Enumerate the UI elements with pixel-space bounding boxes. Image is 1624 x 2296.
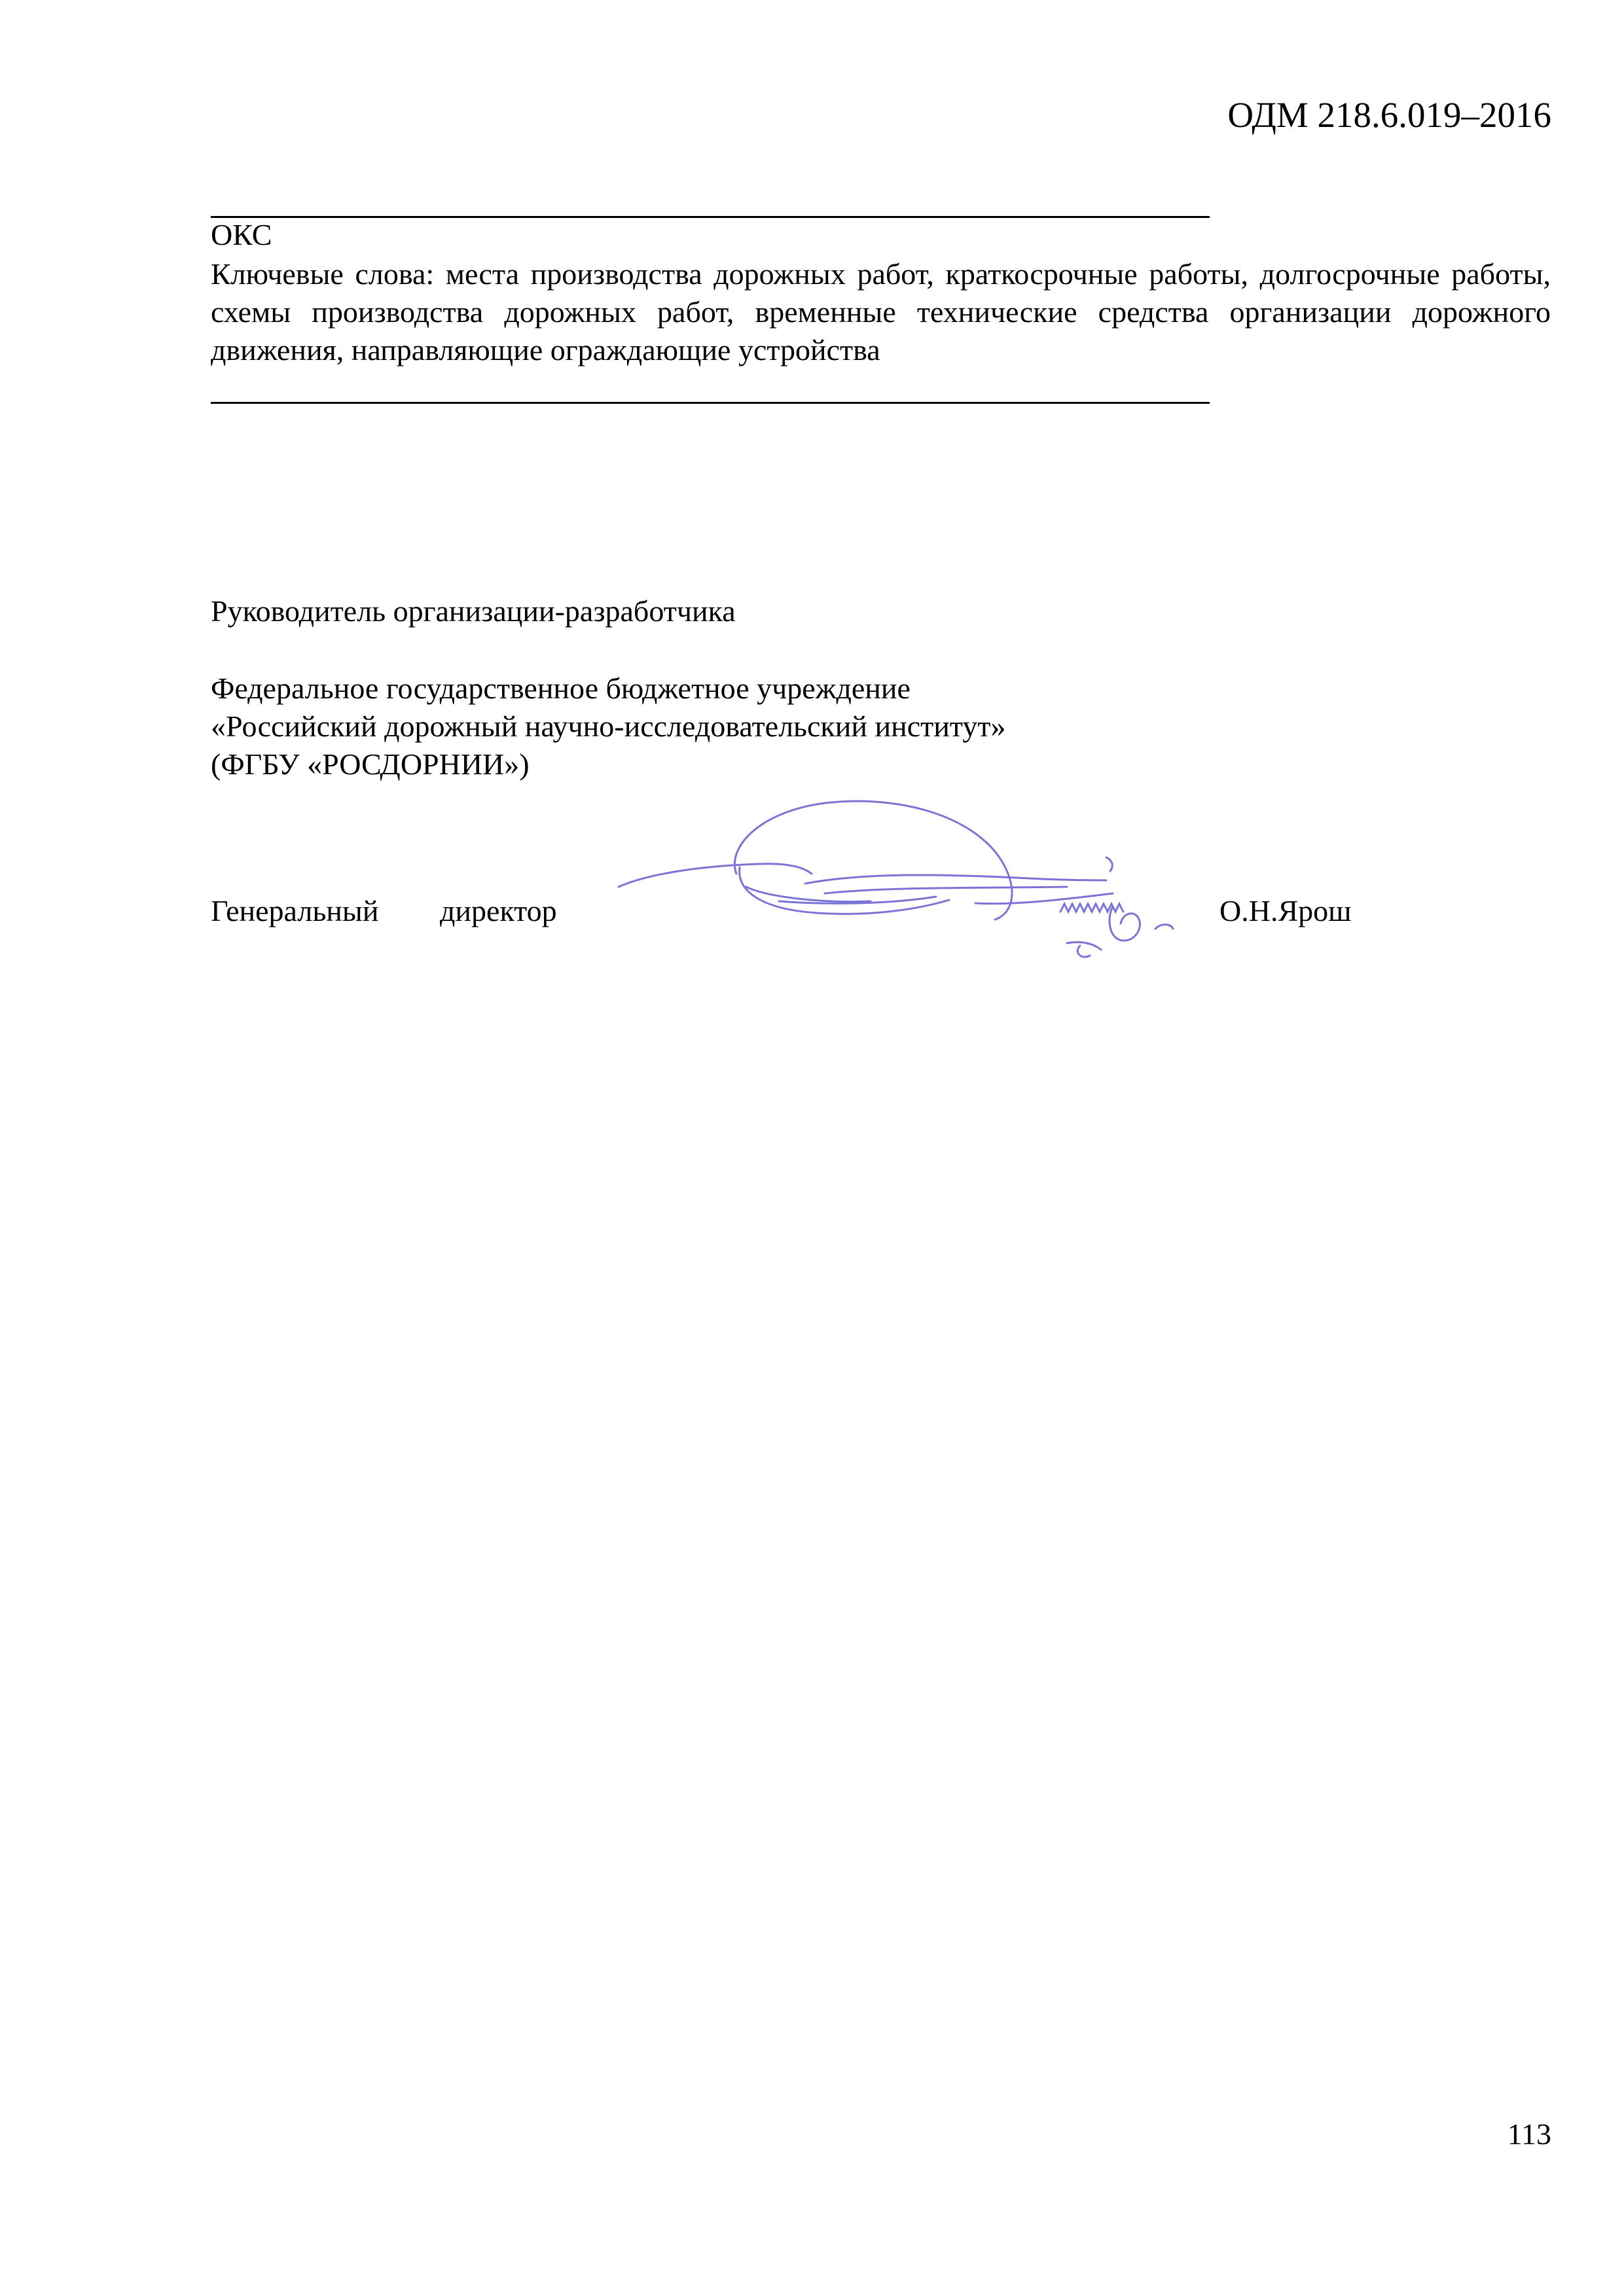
position-title-word-1: Генеральный bbox=[211, 894, 379, 927]
keywords-paragraph: Ключевые слова: места производства дорожных работ, краткосрочные работы, долгосрочные работы, схемы производства дорожных работ, временные технические средства организации дорожного движения, направляющие ограждающие устройства bbox=[211, 257, 1551, 367]
organization-line-2: «Российский дорожный научно-исследовательский институт» bbox=[211, 709, 1006, 743]
organization-line-3: (ФГБУ «РОСДОРНИИ») bbox=[211, 747, 530, 781]
handwritten-signature bbox=[609, 789, 1198, 978]
bottom-divider-line bbox=[211, 402, 1210, 404]
signatory-name: О.Н.Ярош bbox=[1219, 894, 1352, 927]
organization-line-1: Федеральное государственное бюджетное учреждение bbox=[211, 672, 911, 705]
developer-heading: Руководитель организации-разработчика bbox=[211, 594, 736, 628]
oks-label: ОКС bbox=[211, 218, 272, 251]
document-code: ОДМ 218.6.019–2016 bbox=[1227, 95, 1551, 135]
organization-block bbox=[211, 670, 1006, 783]
position-title-word-2: директор bbox=[440, 894, 557, 927]
top-divider-line bbox=[211, 216, 1210, 218]
page-number: 113 bbox=[1507, 2117, 1551, 2151]
